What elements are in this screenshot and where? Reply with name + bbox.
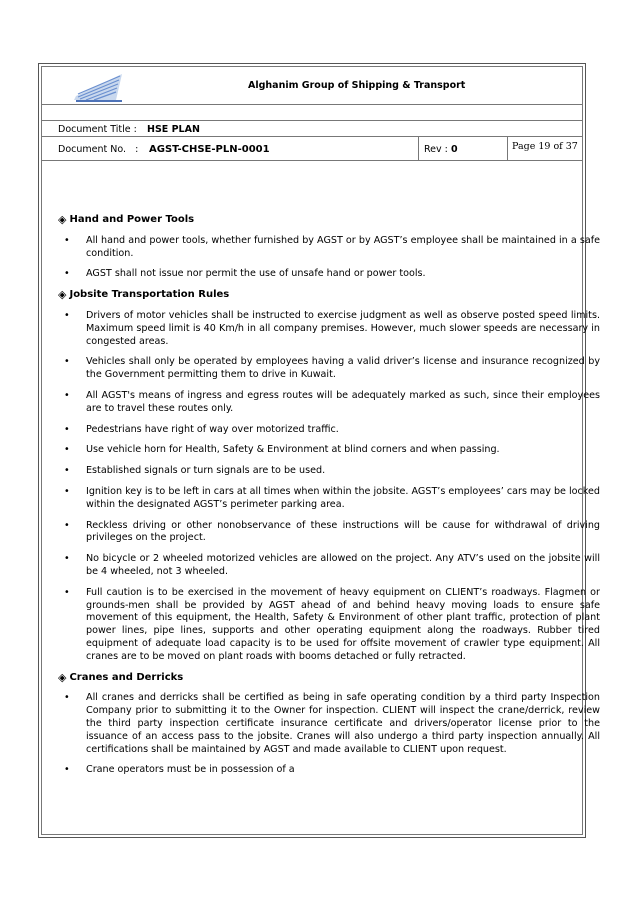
doc-title-label: Document Title :	[58, 124, 137, 135]
list-item-text: Full caution is to be exercised in the movement of heavy equipment on CLIENT’s roadways. Flagmen or grounds-men shall be provided by AGST ahead of and behind heavy moving loads to ensure safe movement of this equipment, the Health, Safety & Environment of other plant traffic, protection of plant power lines, pipe lines, supports and other operating equipment along the roadways. Rubber tired equipment of adequate load capacity is to be used for offsite movement of crawler type equipment. All cranes are to be moved on plant roads with booms detached or fully retracted.	[86, 586, 600, 662]
list-item-text: No bicycle or 2 wheeled motorized vehicles are allowed on the project. Any ATV’s used on the jobsite will be 4 wheeled, not 3 wheeled.	[86, 553, 600, 577]
list-item	[58, 692, 600, 756]
company-name: Alghanim Group of Shipping & Transport	[248, 80, 466, 91]
divider	[418, 137, 419, 161]
doc-title-value: HSE PLAN	[147, 124, 200, 135]
bullet-icon: •	[64, 586, 70, 598]
bullet-icon: •	[64, 389, 70, 401]
doc-no-value: AGST-CHSE-PLN-0001	[149, 144, 270, 155]
bullet-icon: •	[64, 356, 70, 368]
list-item-text: Pedestrians have right of way over motorized traffic.	[86, 423, 339, 435]
bullet-icon: •	[64, 465, 70, 477]
bullet-icon: •	[64, 485, 70, 497]
list-item	[58, 553, 600, 579]
bullet-icon: •	[64, 423, 70, 435]
list-item	[58, 356, 600, 382]
list-item	[58, 235, 600, 261]
list-item	[58, 424, 600, 437]
list-item-text: Use vehicle horn for Health, Safety & Environment at blind corners and when passing.	[86, 444, 500, 456]
section-heading	[58, 214, 600, 227]
divider	[507, 137, 508, 161]
section-jobsite-transportation	[58, 289, 600, 663]
document-body	[58, 214, 600, 785]
list-item-text: All hand and power tools, whether furnished by AGST or by AGST’s employee shall be maintained in a safe condition.	[86, 234, 600, 259]
section-heading	[58, 289, 600, 302]
list-item	[58, 587, 600, 664]
bullet-icon: •	[64, 519, 70, 531]
list-item	[58, 390, 600, 416]
section-heading	[58, 672, 600, 685]
list-item	[58, 486, 600, 512]
bullet-icon: •	[64, 764, 70, 776]
bullet-icon: •	[64, 692, 70, 704]
bullet-icon: •	[64, 444, 70, 456]
list-item	[58, 444, 600, 457]
list-item	[58, 310, 600, 348]
bullet-icon: •	[64, 268, 70, 280]
list-item-text: AGST shall not issue nor permit the use of unsafe hand or power tools.	[86, 268, 426, 280]
heading-text: Jobsite Transportation Rules	[69, 289, 230, 301]
list-item	[58, 268, 600, 281]
company-logo	[72, 70, 128, 104]
list-item-text: All AGST's means of ingress and egress routes will be adequately marked as such, since their employees are to travel these routes only.	[86, 389, 600, 414]
section-hand-power-tools	[58, 214, 600, 281]
bullet-icon: •	[64, 234, 70, 246]
list-item-text: Established signals or turn signals are to be used.	[86, 465, 326, 477]
list-item-text: All cranes and derricks shall be certified as being in safe operating condition by a third party Inspection Company prior to submitting it to the Owner for inspection. CLIENT will inspect the crane/derrick, review the third party inspection certificate insurance certificate and drivers/operator license prior to the issuance of an access pass to the jobsite. Cranes will also undergo a third party inspection annually. All certifications shall be maintained by AGST and made available to CLIENT upon request.	[86, 692, 600, 755]
list-item	[58, 764, 600, 777]
diamond-bullet-icon: ◈	[58, 213, 67, 226]
list-item-text: Ignition key is to be left in cars at all times when within the jobsite. AGST’s employees’ cars may be locked within the designated AGST’s perimeter parking area.	[86, 485, 601, 510]
rev-label: Rev :	[424, 144, 448, 155]
list-item	[58, 520, 600, 546]
heading-text: Cranes and Derricks	[69, 671, 184, 683]
bullet-icon: •	[64, 553, 70, 565]
list-item-text: Drivers of motor vehicles shall be instructed to exercise judgment as well as observe posted speed limits. Maximum speed limit is 40 Km/h in all company premises. However, much slower speeds are necessary in congested areas.	[86, 309, 600, 347]
rev-value: 0	[451, 144, 458, 155]
diamond-bullet-icon: ◈	[58, 288, 67, 302]
diamond-bullet-icon: ◈	[58, 670, 67, 684]
doc-no-label: Document No. :	[58, 144, 139, 155]
bullet-icon: •	[64, 309, 70, 321]
page-number: Page 19 of 37	[512, 141, 578, 152]
section-cranes-derricks	[58, 672, 600, 778]
list-item-text: Crane operators must be in possession of a	[86, 764, 295, 776]
spacer-row	[41, 105, 583, 121]
list-item	[58, 465, 600, 478]
list-item-text: Vehicles shall only be operated by employees having a valid driver’s license and insurance recognized by the Government permitting them to drive in Kuwait.	[86, 356, 600, 381]
heading-text: Hand and Power Tools	[69, 214, 195, 225]
list-item-text: Reckless driving or other nonobservance of these instructions will be cause for withdrawal of driving privileges on the project.	[86, 519, 600, 544]
